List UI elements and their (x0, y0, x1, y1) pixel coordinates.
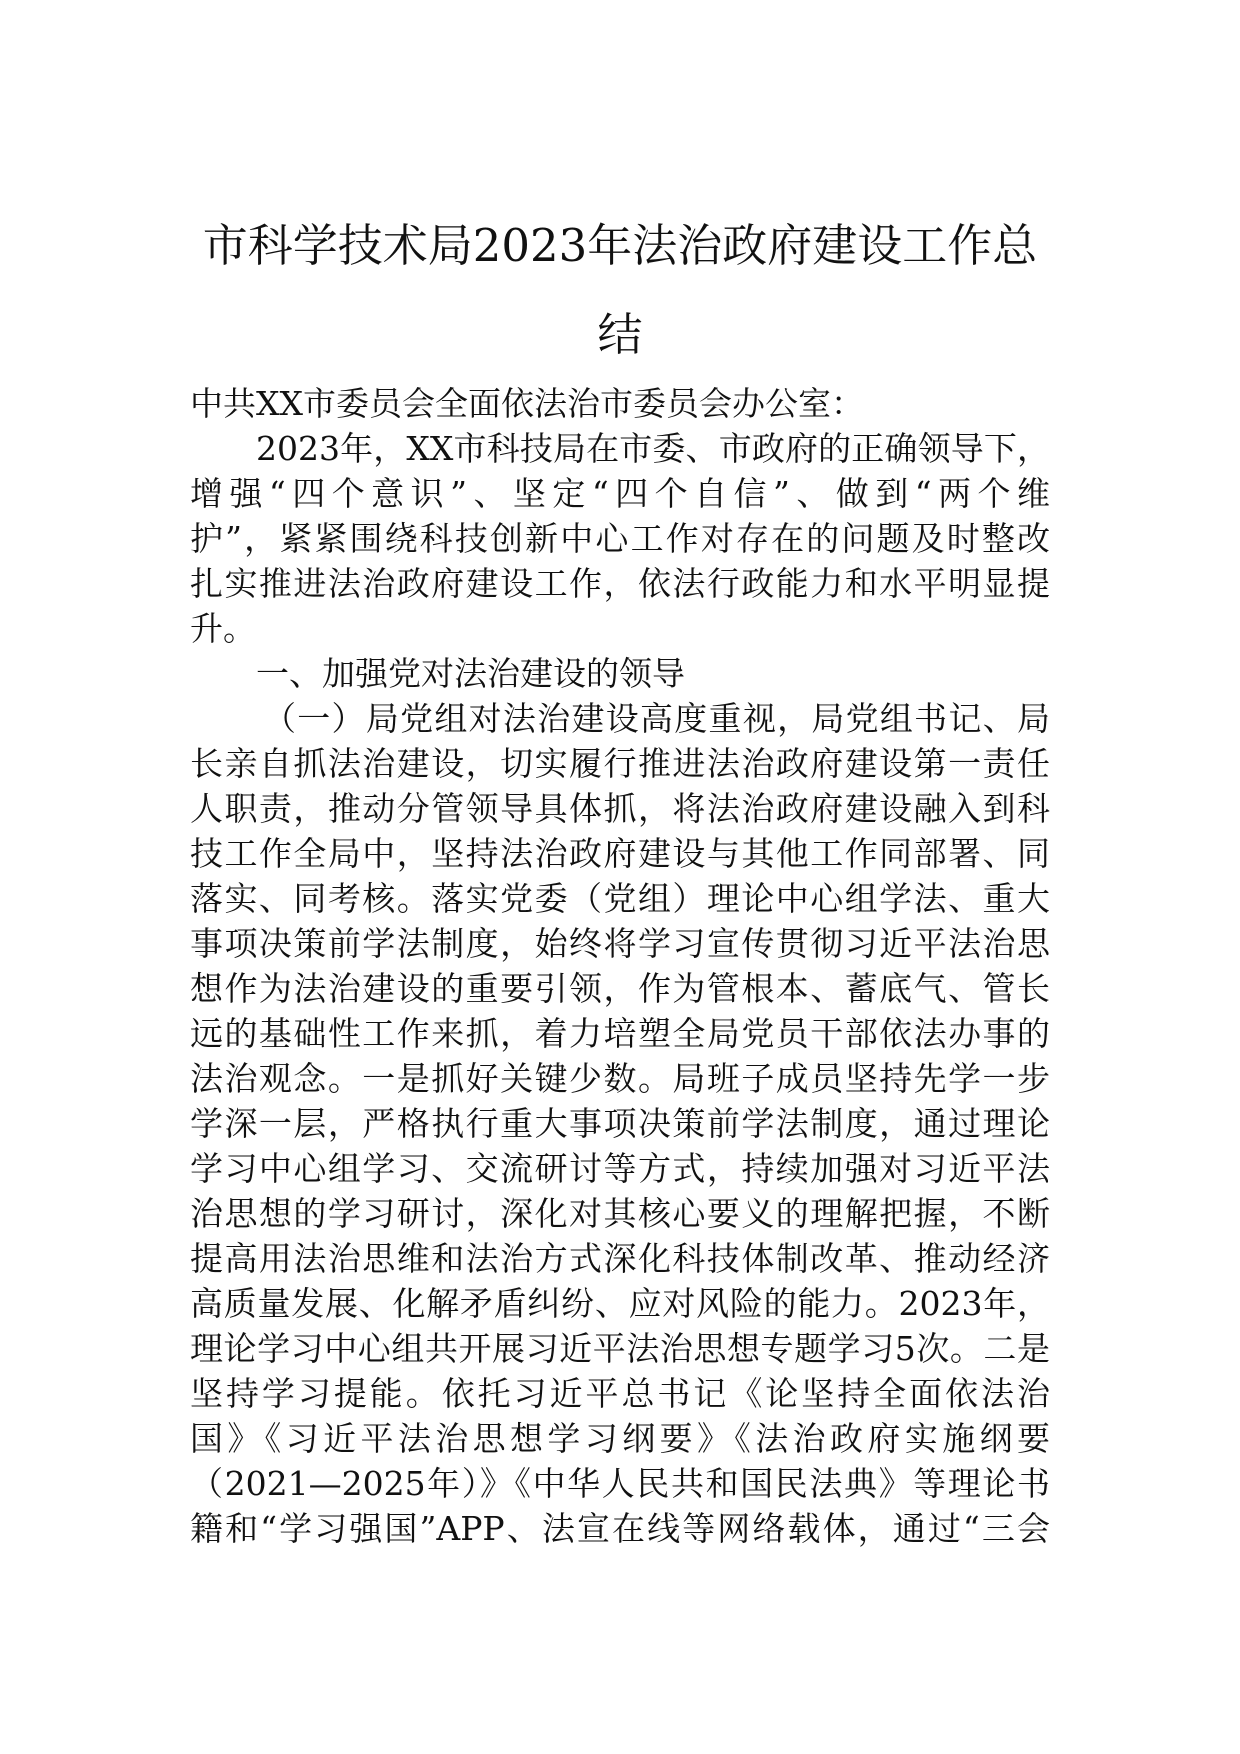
body-line: 护”，紧紧围绕科技创新中心工作对存在的问题及时整改 (190, 519, 1050, 558)
document-title-line-1: 市科学技术局2023年法治政府建设工作总 (202, 219, 1038, 272)
body-line: 治思想的学习研讨，深化对其核心要义的理解把握，不断 (190, 1194, 1050, 1233)
document-title-line-2: 结 (597, 308, 643, 361)
body-line: 学深一层，严格执行重大事项决策前学法制度，通过理论 (190, 1104, 1050, 1143)
body-line: 坚持学习提能。依托习近平总书记《论坚持全面依法治 (190, 1374, 1050, 1413)
body-line: 事项决策前学法制度，始终将学习宣传贯彻习近平法治思 (190, 924, 1050, 963)
body-line: 长亲自抓法治建设，切实履行推进法治政府建设第一责任 (190, 744, 1050, 783)
body-line: 落实、同考核。落实党委（党组）理论中心组学法、重大 (190, 879, 1050, 918)
body-line: 高质量发展、化解矛盾纠纷、应对风险的能力。2023年， (190, 1284, 1050, 1323)
body-line: 技工作全局中，坚持法治政府建设与其他工作同部署、同 (190, 834, 1050, 873)
body-line: 学习中心组学习、交流研讨等方式，持续加强对习近平法 (190, 1149, 1050, 1188)
section-heading: 一、加强党对法治建设的领导 (256, 654, 685, 693)
body-line: 扎实推进法治政府建设工作，依法行政能力和水平明显提 (190, 564, 1050, 603)
body-line: 远的基础性工作来抓，着力培塑全局党员干部依法办事的 (190, 1014, 1050, 1053)
body-line: 人职责，推动分管领导具体抓，将法治政府建设融入到科 (190, 789, 1050, 828)
body-line: 理论学习中心组共开展习近平法治思想专题学习5次。二是 (190, 1329, 1050, 1368)
body-line: 法治观念。一是抓好关键少数。局班子成员坚持先学一步 (190, 1059, 1050, 1098)
body-line: （2021—2025年）》《中华人民共和国民法典》等理论书 (190, 1464, 1050, 1503)
body-line: 国》《习近平法治思想学习纲要》《法治政府实施纲要 (190, 1419, 1050, 1458)
body-line: （一）局党组对法治建设高度重视，局党组书记、局 (263, 699, 1050, 738)
body-line: 提高用法治思维和法治方式深化科技体制改革、推动经济 (190, 1239, 1050, 1278)
body-line: 想作为法治建设的重要引领，作为管根本、蓄底气、管长 (190, 969, 1050, 1008)
body-line: 籍和“学习强国”APP、法宣在线等网络载体，通过“三会 (190, 1509, 1050, 1548)
body-line: 2023年，XX市科技局在市委、市政府的正确领导下， (256, 429, 1050, 468)
body-line: 升。 (190, 609, 256, 648)
addressee-line: 中共XX市委员会全面依法治市委员会办公室： (190, 384, 864, 423)
body-line: 增强“四个意识”、坚定“四个自信”、做到“两个维 (190, 474, 1050, 513)
